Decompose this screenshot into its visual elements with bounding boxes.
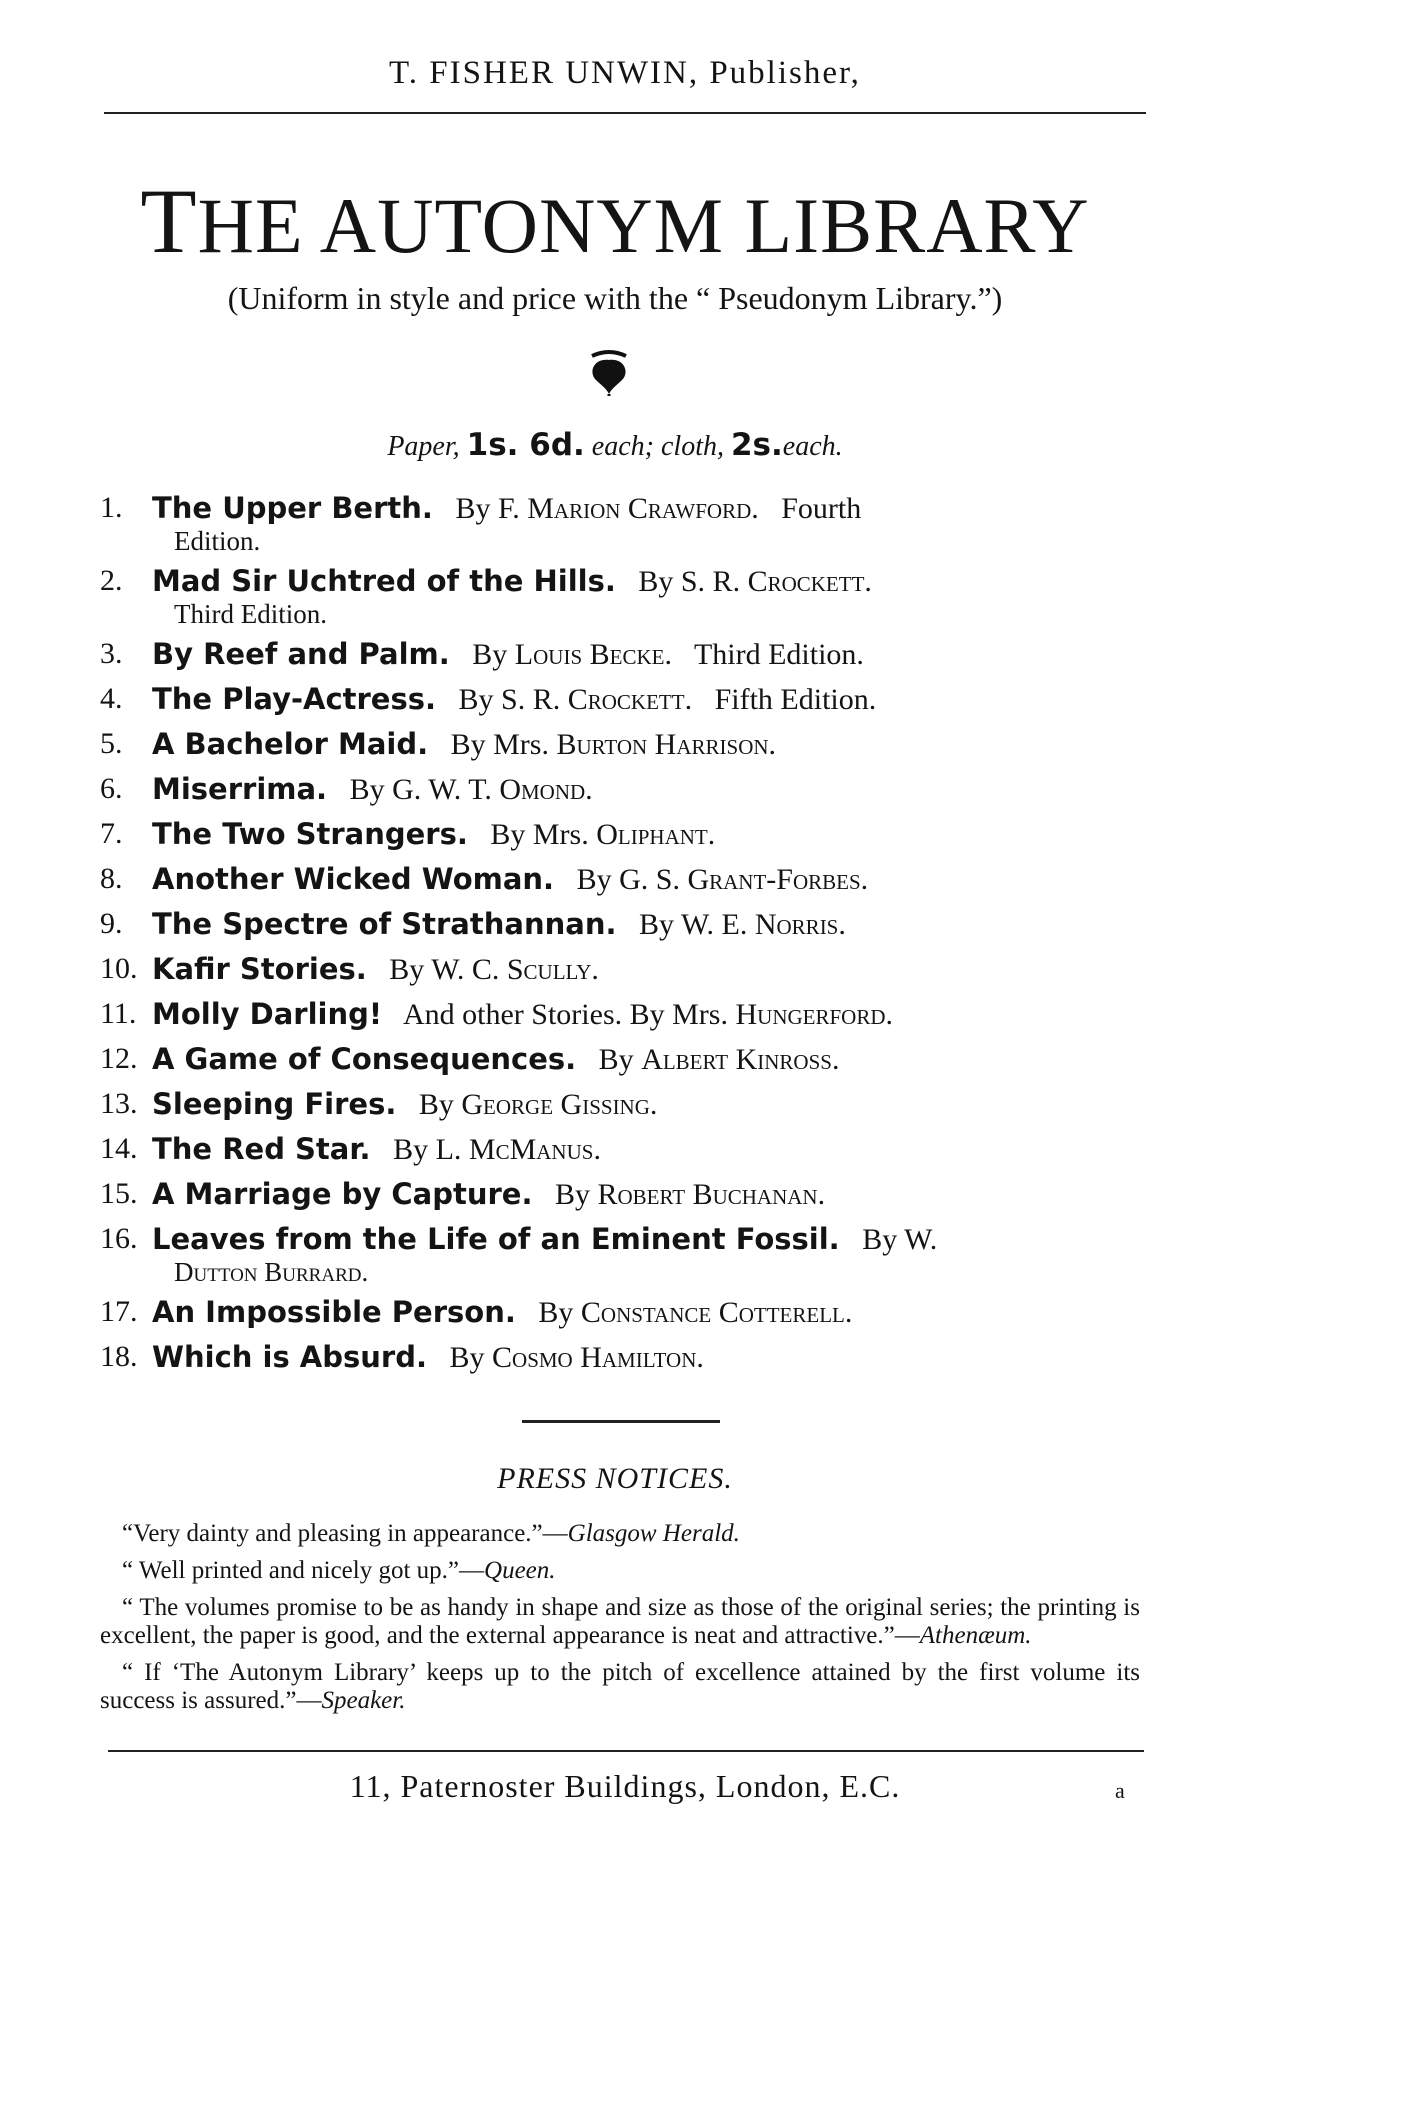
price-paper-word: Paper, — [387, 431, 460, 462]
book-by: By Mrs. — [490, 818, 589, 851]
book-entry — [100, 906, 1140, 943]
book-author: Grant-Forbes. — [687, 863, 869, 896]
book-title: An Impossible Person. — [152, 1295, 516, 1329]
price-each-2: each. — [782, 431, 843, 462]
book-entry — [100, 563, 1140, 628]
book-number: 3. — [100, 637, 123, 670]
book-title: A Game of Consequences. — [152, 1042, 577, 1076]
book-entry — [100, 1176, 1140, 1213]
book-author: Hungerford. — [735, 998, 893, 1031]
book-by: By F. — [455, 492, 520, 525]
book-entry — [100, 1041, 1140, 1078]
book-by: By — [598, 1043, 634, 1076]
book-author: Norris. — [754, 908, 846, 941]
book-number: 17. — [100, 1295, 138, 1328]
press-notice — [100, 1659, 1140, 1715]
price-paper: 1s. 6d. — [466, 427, 585, 463]
press-notice — [100, 1557, 1140, 1585]
book-continuation: Edition. — [174, 526, 261, 556]
footer-address: 11, Paternoster Buildings, London, E.C. — [349, 1768, 901, 1804]
book-by: By W. — [862, 1223, 938, 1256]
book-number: 4. — [100, 682, 123, 715]
book-title: Sleeping Fires. — [152, 1087, 397, 1121]
book-author: Oliphant. — [596, 818, 716, 851]
book-entry — [100, 996, 1140, 1033]
book-number: 13. — [100, 1087, 138, 1120]
book-by: By S. R. — [638, 565, 741, 598]
book-title: The Two Strangers. — [152, 817, 468, 851]
price-cloth: 2s. — [730, 427, 783, 463]
book-number: 15. — [100, 1177, 138, 1210]
signature-mark: a — [1115, 1778, 1125, 1803]
notice-quote: “ Well printed and nicely got up.”— — [122, 1557, 485, 1584]
book-edition: Third Edition. — [693, 638, 864, 671]
book-entry — [100, 1294, 1140, 1331]
book-title: By Reef and Palm. — [152, 637, 450, 671]
book-number: 1. — [100, 491, 123, 524]
book-author: Robert Buchanan. — [597, 1178, 826, 1211]
book-author: Marion Crawford. — [527, 492, 759, 525]
book-number: 14. — [100, 1132, 138, 1165]
book-entry — [100, 636, 1140, 673]
book-entry — [100, 951, 1140, 988]
notice-source: Speaker. — [321, 1687, 406, 1714]
book-title: Kafir Stories. — [152, 952, 367, 986]
book-by: By G. W. T. — [349, 773, 492, 806]
book-author: Albert Kinross. — [641, 1043, 840, 1076]
notice-quote: “ If ‘The Autonym Library’ keeps up to the pitch of excellence attained by the first volume its success is assured.”— — [100, 1659, 1140, 1714]
book-list — [100, 490, 1140, 1384]
book-by: By — [538, 1296, 574, 1329]
press-notices — [100, 1520, 1140, 1724]
price-cloth-word: cloth, — [660, 431, 724, 462]
book-number: 11. — [100, 997, 137, 1030]
book-continuation: Dutton Burrard. — [174, 1257, 369, 1287]
book-author: Scully. — [506, 953, 599, 986]
book-title: Miserrima. — [152, 772, 328, 806]
book-by: By S. R. — [458, 683, 561, 716]
notice-quote: “ The volumes promise to be as handy in shape and size as those of the original series; the printing is excellent, the paper is good, and the external appearance is neat and attractive.”— — [100, 1594, 1140, 1649]
book-by: By — [418, 1088, 454, 1121]
book-number: 18. — [100, 1340, 138, 1373]
library-title — [90, 168, 1140, 274]
book-entry — [100, 726, 1140, 763]
book-title: Which is Absurd. — [152, 1340, 427, 1374]
book-author: Louis Becke. — [514, 638, 672, 671]
book-author: Constance Cotterell. — [580, 1296, 853, 1329]
book-title: The Red Star. — [152, 1132, 371, 1166]
book-by: By Mrs. — [450, 728, 549, 761]
footer-rule — [108, 1750, 1144, 1752]
book-by: By — [554, 1178, 590, 1211]
book-by: By G. S. — [576, 863, 680, 896]
book-entry — [100, 816, 1140, 853]
book-author: Omond. — [499, 773, 593, 806]
book-number: 10. — [100, 952, 138, 985]
book-number: 9. — [100, 907, 123, 940]
library-subtitle: (Uniform in style and price with the “ Pseudonym Library.”) — [227, 280, 1003, 316]
notice-source: Queen. — [484, 1557, 556, 1584]
press-notice — [100, 1520, 1140, 1548]
book-author: Cosmo Hamilton. — [492, 1341, 704, 1374]
publisher-line: T. FISHER UNWIN, Publisher, — [389, 55, 861, 91]
book-edition: Fifth Edition. — [714, 683, 877, 716]
book-entry — [100, 681, 1140, 718]
book-number: 2. — [100, 564, 123, 597]
book-title: Another Wicked Woman. — [152, 862, 555, 896]
book-entry — [100, 771, 1140, 808]
book-number: 16. — [100, 1222, 138, 1255]
book-author: George Gissing. — [461, 1088, 658, 1121]
book-author: Crockett. — [567, 683, 693, 716]
book-entry — [100, 1339, 1140, 1376]
header-rule — [104, 112, 1146, 114]
book-by: By — [472, 638, 508, 671]
book-author: McManus. — [468, 1133, 601, 1166]
book-title: The Spectre of Strathannan. — [152, 907, 617, 941]
book-entry — [100, 490, 1140, 555]
book-entry — [100, 1131, 1140, 1168]
book-edition: Fourth — [781, 492, 862, 525]
book-title: A Marriage by Capture. — [152, 1177, 533, 1211]
ornament-leaf-icon — [586, 346, 632, 396]
notice-quote: “Very dainty and pleasing in appearance.”— — [122, 1520, 568, 1547]
title-cap: T — [140, 170, 198, 272]
book-title: The Upper Berth. — [152, 491, 433, 525]
book-title: A Bachelor Maid. — [152, 727, 429, 761]
book-by: And other Stories. By Mrs. — [402, 998, 728, 1031]
book-number: 7. — [100, 817, 123, 850]
book-by: By — [449, 1341, 485, 1374]
price-each-1: each; — [591, 431, 654, 462]
press-notices-heading: PRESS NOTICES. — [497, 1462, 733, 1495]
book-author: Burton Harrison. — [556, 728, 777, 761]
book-entry — [100, 1086, 1140, 1123]
book-title: Leaves from the Life of an Eminent Fossil. — [152, 1222, 840, 1256]
book-title: Molly Darling! — [152, 997, 383, 1031]
book-by: By W. C. — [389, 953, 500, 986]
title-rest: HE AUTONYM LIBRARY — [197, 182, 1090, 269]
notice-source: Glasgow Herald. — [567, 1520, 740, 1547]
book-title: The Play-Actress. — [152, 682, 437, 716]
section-divider — [522, 1420, 720, 1423]
price-line — [90, 427, 1140, 463]
book-number: 6. — [100, 772, 123, 805]
book-by: By L. — [393, 1133, 462, 1166]
book-number: 8. — [100, 862, 123, 895]
book-entry — [100, 861, 1140, 898]
book-number: 12. — [100, 1042, 138, 1075]
book-continuation: Third Edition. — [174, 599, 327, 629]
book-title: Mad Sir Uchtred of the Hills. — [152, 564, 616, 598]
book-number: 5. — [100, 727, 123, 760]
book-entry — [100, 1221, 1140, 1286]
notice-source: Athenæum. — [919, 1622, 1032, 1649]
book-by: By W. E. — [638, 908, 748, 941]
press-notice — [100, 1594, 1140, 1650]
book-author: Crockett. — [747, 565, 872, 598]
